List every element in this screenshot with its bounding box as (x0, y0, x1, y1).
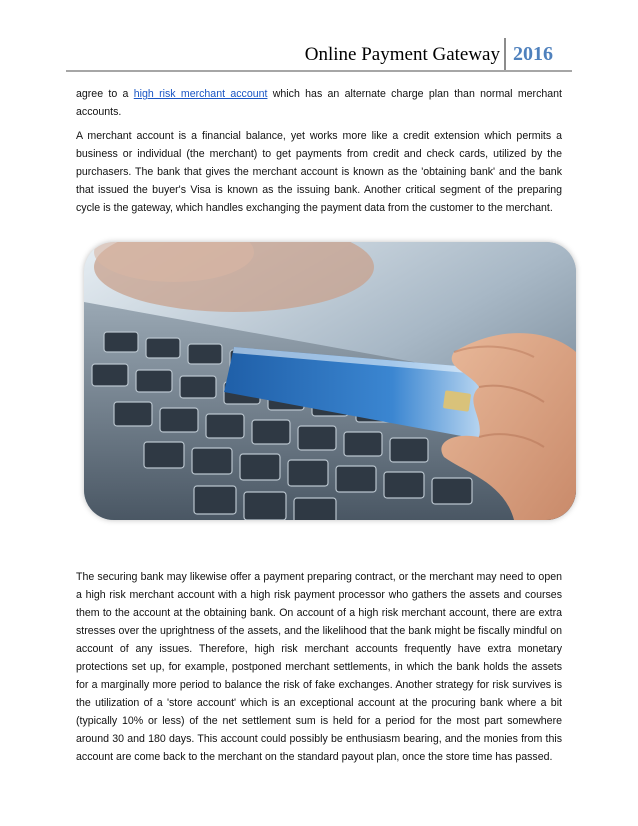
high-risk-merchant-account-link[interactable]: high risk merchant account (133, 88, 268, 100)
paragraph-3: The securing bank may likewise offer a payment preparing contract, or the merchant may need to open a high risk merchant account with a high risk payment processor who gathers the assets and courses them to the account at the obtaining bank. On account of a high risk merchant account, there are extra stresses over the uprightness of the assets, and the likelihood that the bank might be fiscally mindful on account of any issues. Therefore, high risk merchant accounts frequently have extra monetary protections set up, for example, postponed merchant settlements, in which the bank holds the assets for a marginally more period to balance the risk of fake exchanges. Another strategy for risk survives is the utilization of a 'store account' which is an exceptional account at the procuring bank where a bit (typically 10% or less) of the net settlement sum is held for a period for the most part somewhere around 30 and 180 days. This account could possibly be enthusiasm bearing, and the monies from this account are come back to the merchant on the standard payout plan, once the store time has passed. (76, 571, 562, 763)
paragraph-1 (76, 85, 562, 121)
header-rule (66, 70, 572, 72)
header-title: Online Payment Gateway (304, 44, 500, 65)
page-header (0, 38, 638, 74)
header-year: 2016 (513, 43, 553, 65)
credit-card-keyboard-photo (84, 242, 576, 520)
photo-illustration (84, 242, 576, 520)
header-divider (504, 38, 506, 72)
paragraph-2: A merchant account is a financial balance, yet works more like a credit extension which permits a business or individual (the merchant) to get payments from credit and check cards, utilized by the purchasers. The bank that gives the merchant account is known as the 'obtaining bank' and the bank that issued the buyer's Visa is known as the issuing bank. Another critical segment of the preparing cycle is the gateway, which handles exchanging the payment data from the customer to the merchant. (76, 130, 562, 214)
paragraph-1-end: which has an alternate charge plan than normal merchant accounts. (76, 88, 562, 118)
paragraph-1-start: agree to a (76, 88, 134, 100)
